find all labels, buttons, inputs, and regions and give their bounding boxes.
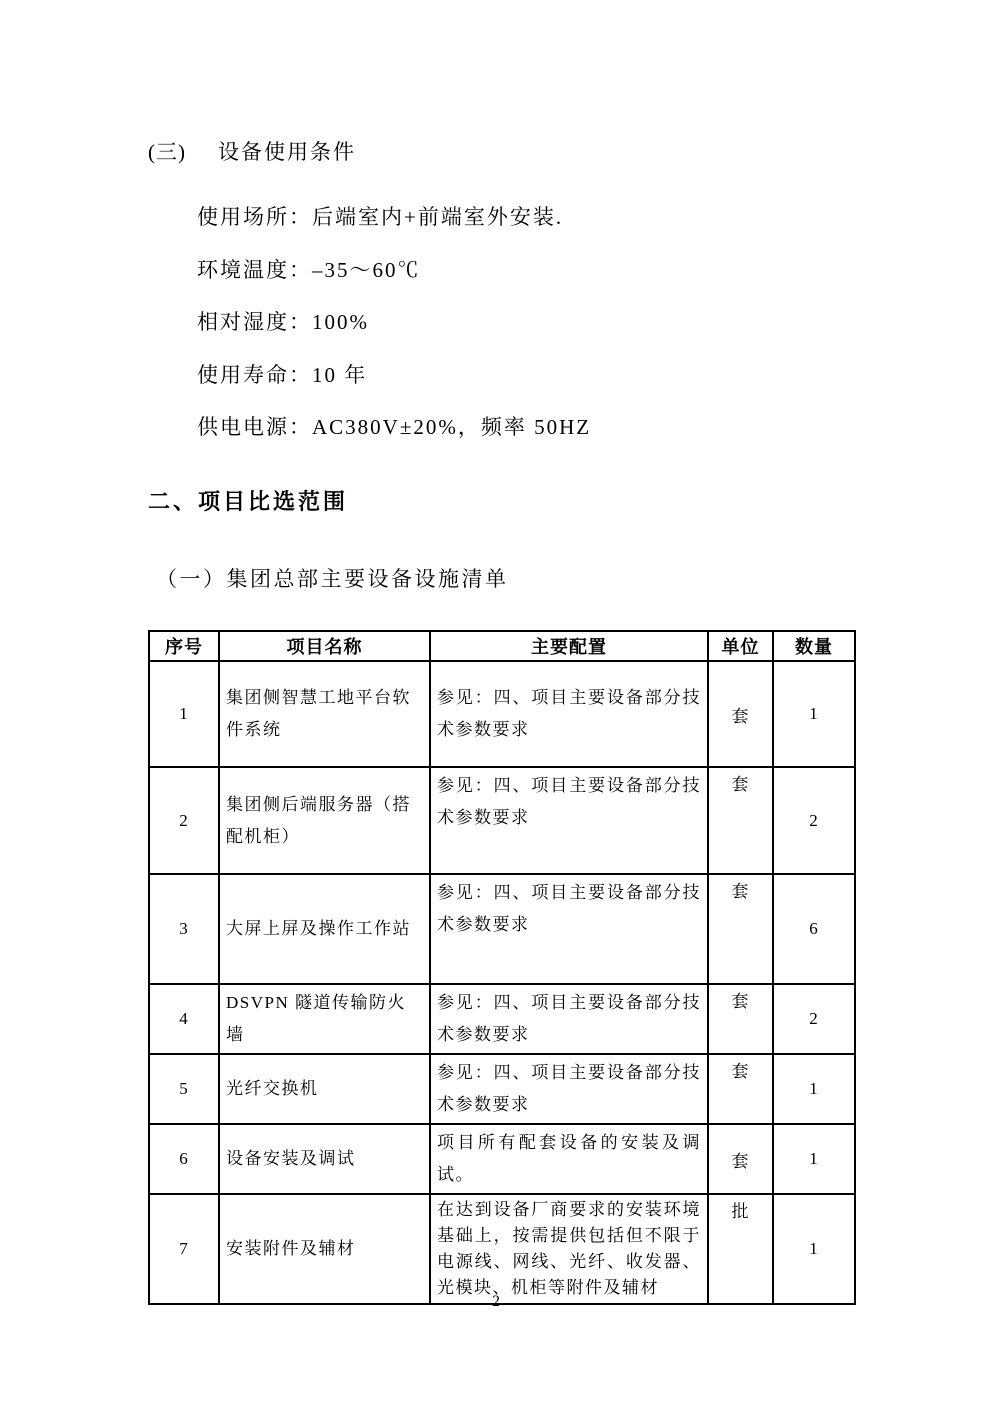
serial-cell: 2 [149,767,219,874]
quantity-cell: 1 [773,661,855,767]
config-cell: 参见：四、项目主要设备部分技术参数要求 [430,767,708,874]
item-name-cell: 集团侧后端服务器（搭配机柜） [219,767,430,874]
section-heading [148,136,356,166]
spec-line-power-supply: 供电电源：AC380V±20%，频率 50HZ [197,415,592,439]
col-header-serial: 序号 [149,631,219,661]
unit-cell: 套 [708,767,773,874]
unit-cell: 套 [708,874,773,984]
quantity-cell: 2 [773,767,855,874]
item-name-cell: 光纤交换机 [219,1054,430,1124]
spec-line-service-life: 使用寿命：10 年 [197,363,368,387]
config-cell: 参见：四、项目主要设备部分技术参数要求 [430,1054,708,1124]
col-header-item-name: 项目名称 [219,631,430,661]
col-header-quantity: 数量 [773,631,855,661]
item-name-cell: 设备安装及调试 [219,1124,430,1194]
quantity-cell: 2 [773,984,855,1054]
chapter-heading: 二、项目比选范围 [148,489,349,514]
table-row [149,1054,855,1124]
table-row [149,661,855,767]
col-header-main-config: 主要配置 [430,631,708,661]
serial-cell: 1 [149,661,219,767]
item-name-cell: 集团侧智慧工地平台软件系统 [219,661,430,767]
section-number: (三) [148,140,186,164]
serial-cell: 7 [149,1194,219,1304]
quantity-cell: 1 [773,1124,855,1194]
config-cell: 参见：四、项目主要设备部分技术参数要求 [430,874,708,984]
table-row [149,767,855,874]
quantity-cell: 1 [773,1194,855,1304]
table-row [149,1194,855,1304]
item-name-cell: 大屏上屏及操作工作站 [219,874,430,984]
config-cell: 在达到设备厂商要求的安装环境基础上，按需提供包括但不限于电源线、网线、光纤、收发器、光模块、机柜等附件及辅材 [430,1194,708,1304]
subsection-heading: （一）集团总部主要设备设施清单 [156,567,509,591]
config-cell: 参见：四、项目主要设备部分技术参数要求 [430,984,708,1054]
config-cell: 项目所有配套设备的安装及调试。 [430,1124,708,1194]
item-name-cell: DSVPN 隧道传输防火墙 [219,984,430,1054]
spec-line-relative-humidity: 相对湿度：100% [197,310,369,334]
table-row [149,874,855,984]
quantity-cell: 6 [773,874,855,984]
table-row [149,1124,855,1194]
col-header-unit: 单位 [708,631,773,661]
table-header-row [149,631,855,661]
spec-line-ambient-temperature: 环境温度：–35～60℃ [197,258,421,282]
unit-cell: 套 [708,1054,773,1124]
serial-cell: 5 [149,1054,219,1124]
unit-cell: 批 [708,1194,773,1304]
serial-cell: 6 [149,1124,219,1194]
quantity-cell: 1 [773,1054,855,1124]
page-number: 2 [492,1293,500,1310]
table-row [149,984,855,1054]
config-cell: 参见：四、项目主要设备部分技术参数要求 [430,661,708,767]
unit-cell: 套 [708,661,773,767]
unit-cell: 套 [708,1124,773,1194]
unit-cell: 套 [708,984,773,1054]
serial-cell: 3 [149,874,219,984]
serial-cell: 4 [149,984,219,1054]
equipment-table [148,630,856,1305]
item-name-cell: 安装附件及辅材 [219,1194,430,1304]
section-title: 设备使用条件 [218,140,356,164]
spec-line-usage-place: 使用场所：后端室内+前端室外安装. [197,205,564,229]
